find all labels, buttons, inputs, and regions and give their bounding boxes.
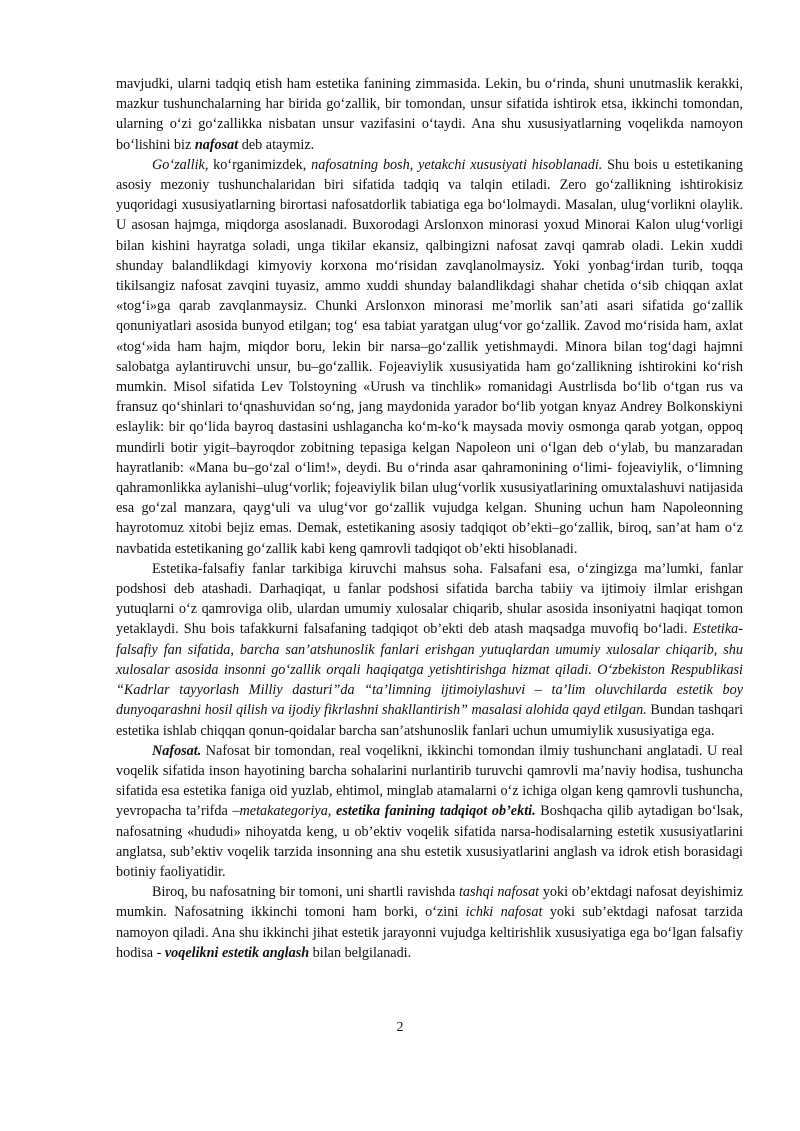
- bold-italic-term-text: voqelikni estetik anglash: [164, 944, 310, 961]
- bold-italic-term-text: estetika fanining tadqiqot ob’ekti.: [336, 803, 536, 820]
- text-run: Biroq, bu nafosatning bir tomoni, uni shartli ravishda: [152, 884, 459, 901]
- italic-text: Estetika-falsafiy fan sifatida, barcha san’atshunoslik fanlari erishgan yutuqlardan umumiy xulosalar chiqarib, shu xulosalar asosida insonni go‘zallik orqali haqiqatga yetishtirishga hizmat qiladi. O‘zbekiston Respublikasi “Kadrlar tayyorlash Milliy dasturi”da “ta’limning ijtimoiylashuvi – ta’lim oluvchilarda estetik boy dunyoqarashni hosil qilish va ijodiy fikrlashni shakllantirish” masalasi alohida qayd etilgan.: [116, 621, 743, 719]
- bold-italic-term: [152, 743, 201, 759]
- text-run: mavjudki, ularni tadqiq etish ham estetika fanining zimmasida. Lekin, bu o‘rinda, shuni unutmaslik kerakki, mazkur tushunchalarning har birida go‘zallik, bir tomondan, unsur sifatida ishtirok etsa, ikkinchi tomondan, ularning o‘zi go‘zallikka nisbatan unsur vazifasini o‘taydi. Ana shu xususiyatlarning voqelikda namoyon bo‘lishini biz: [116, 76, 743, 153]
- text-run: deb ataymiz.: [238, 136, 315, 153]
- paragraph: [116, 74, 743, 155]
- italic-text: –metakategoriya: [232, 803, 328, 820]
- italic-text: nafosatning bosh, yetakchi xususiyati hisoblanadi.: [311, 156, 603, 173]
- paragraph: [116, 741, 743, 882]
- text-run: , ko‘rganimizdek,: [204, 156, 312, 173]
- text-run: Boshqacha qilib aytadigan bo‘lsak, nafosatning «hududi» nihoyatda keng, u ob’ektiv voqelik sifatida narsa-hodisalarning estetik xususiyatlarini anglatsa, sub’ektiv voqelik tarzida insonning ana shu estetik xususiyatlarini anglash va idrok etish borasidagi botiniy faoliyatidir.: [116, 803, 743, 880]
- text-run: Bundan tashqari estetika ishlab chiqqan qonun-qoidalar barcha san’atshunoslik fanlari uchun umumiylik xususiyatiga ega.: [116, 702, 744, 739]
- text-run: Estetika-falsafiy fanlar tarkibiga kiruvchi mahsus soha. Falsafani esa, o‘zingizga ma’lumki, fanlar podshosi deb atashadi. Darhaqiqat, u fanlar podshosi sifatida barcha tabiiy va ijtimoiy ilmlar erishgan yutuqlarni o‘z qamroviga olib, ulardan umumiy xulosalar chiqarib, shular asosida insoniyatni haqiqat tomon yetaklaydi. Shu bois tafakkurni falsafaning tadqiqot ob’ekti deb atash maqsadga muvofiq bo‘ladi.: [116, 560, 743, 638]
- text-run: ,: [327, 803, 337, 820]
- bold-italic-term: [195, 137, 238, 153]
- text-run: Nafosat bir tomondan, real voqelikni, ikkinchi tomondan ilmiy tushunchani anglatadi. U real voqelik sifatida inson hayotining barcha sohalarini nurlantirib turuvchi qamrovli ma’naviy hodisa, tushuncha sifatida esa estetika faniga oid yuzlab, ehtimol, minglab atamalarni o‘z ichiga olgan keng qamrovli tushuncha, yevropacha ta’rifda: [116, 742, 743, 820]
- paragraph: [116, 882, 743, 963]
- page-number: 2: [396, 1020, 404, 1035]
- text-run: bilan belgilanadi.: [309, 944, 412, 961]
- text-run: yoki sub’ektdagi nafosat tarzida namoyon qiladi. Ana shu ikkinchi jihat estetik jarayonni vujudga keltirishlik xususiyatiga ega bo‘lgan falsafiy hodisa -: [116, 904, 743, 961]
- paragraph: [116, 559, 743, 741]
- bold-italic-term: [165, 945, 309, 961]
- italic-text: tashqi nafosat: [458, 884, 540, 901]
- text-run: Shu bois u estetikaning asosiy mezoniy tushunchalaridan biri sifatida tadqiq va talqin etiladi. Zero go‘zallikning ishtirokisiz yuqoridagi xususiyatlarning birortasi nafosatdorlik tabiatiga ega bo‘lolmaydi. Masalan, ulug‘vorlikni olaylik. U asosan hajmga, miqdorga asoslanadi. Buxorodagi Arslonxon minorasi yoxud Minorai Kalon ulug‘vorligi bilan kishini hayratga soladi, unga tikilar ekansiz, qalbingizni nafosat zavqi qamrab oladi. Lekin xuddi shunday balandlikdagi kimyoviy korxona mo‘risidan zavqlanolmaysiz. Yoki yonbag‘irdan turib, toqqa tikilsangiz nafosat zavqini tuyasiz, ammo xuddi shunday balandlikdagi shahar chetida o‘sib chiqqan axlat «tog‘i»ga qarab zavqlanmaysiz. Chunki Arslonxon minorasi me’morlik san’ati asari sifatida go‘zallik qonuniyatlari asosida bunyod etilgan; tog‘ esa tabiat yaratgan ulug‘vor go‘zallik. Zavod mo‘risida ham, axlat «tog‘»ida ham hajm, miqdor boru, lekin bir narsa–go‘zallik yetishmaydi. Minora bilan tog‘dagi hajmni salobatga aylantiruvchi unsur, bu–go‘zallik. Fojeaviylik xususiyatida ham go‘zallikning ishtirokini ko‘rish mumkin. Misol sifatida Lev Tolstoyning «Urush va tinchlik» romanidagi Austrlisda bo‘lib o‘tgan rus va fransuz qo‘shinlari to‘qnashuvidan so‘ng, jang maydonida yarador bo‘lib yotgan knyaz Andrey Bolkonskiyni eslaylik: bir qo‘lida bayroq dastasini ushlagancha ko‘m-ko‘k maysada moviy osmonga qarab yotgan, oppoq mundirli botir yigit–bayroqdor zobitning tepasiga kelgan Napoleon uni o‘lgan deb o‘ylab, bu manzaradan hayratlanib: «Mana bu–go‘zal o‘lim!», deydi. Bu o‘rinda asar qahramonining o‘limi- fojeaviylik, o‘limning qahramonlikka aylanishi–ulug‘vorlik; fojeaviylik bilan ulug‘vorlik xususiyatlarining omuxtalashuvi natijasida esa go‘zal manzara, qayg‘uli va ulug‘vor go‘zallik vujudga kelgan. Shuning uchun ham Napoleonning hayrotomuz xitobi bejiz emas. Demak, estetikaning asosiy tadqiqot ob’ekti–go‘zallik, biroq, san’at ham o‘z navbatida estetikaning go‘zallik kabi keng qamrovli tadqiqot ob’ekti hisoblanadi.: [116, 156, 743, 557]
- italic-text: Go‘zallik: [152, 156, 205, 173]
- bold-italic-term-text: nafosat: [194, 136, 239, 153]
- italic-text: ichki nafosat: [465, 904, 543, 921]
- paragraph: [116, 155, 743, 559]
- bold-italic-term: [336, 803, 536, 819]
- bold-italic-term-text: Nafosat.: [152, 742, 202, 759]
- document-body: [116, 74, 743, 963]
- text-run: yoki ob’ektdagi nafosat deyishimiz mumkin. Nafosatning ikkinchi tomoni ham borki, o‘zini: [116, 884, 744, 921]
